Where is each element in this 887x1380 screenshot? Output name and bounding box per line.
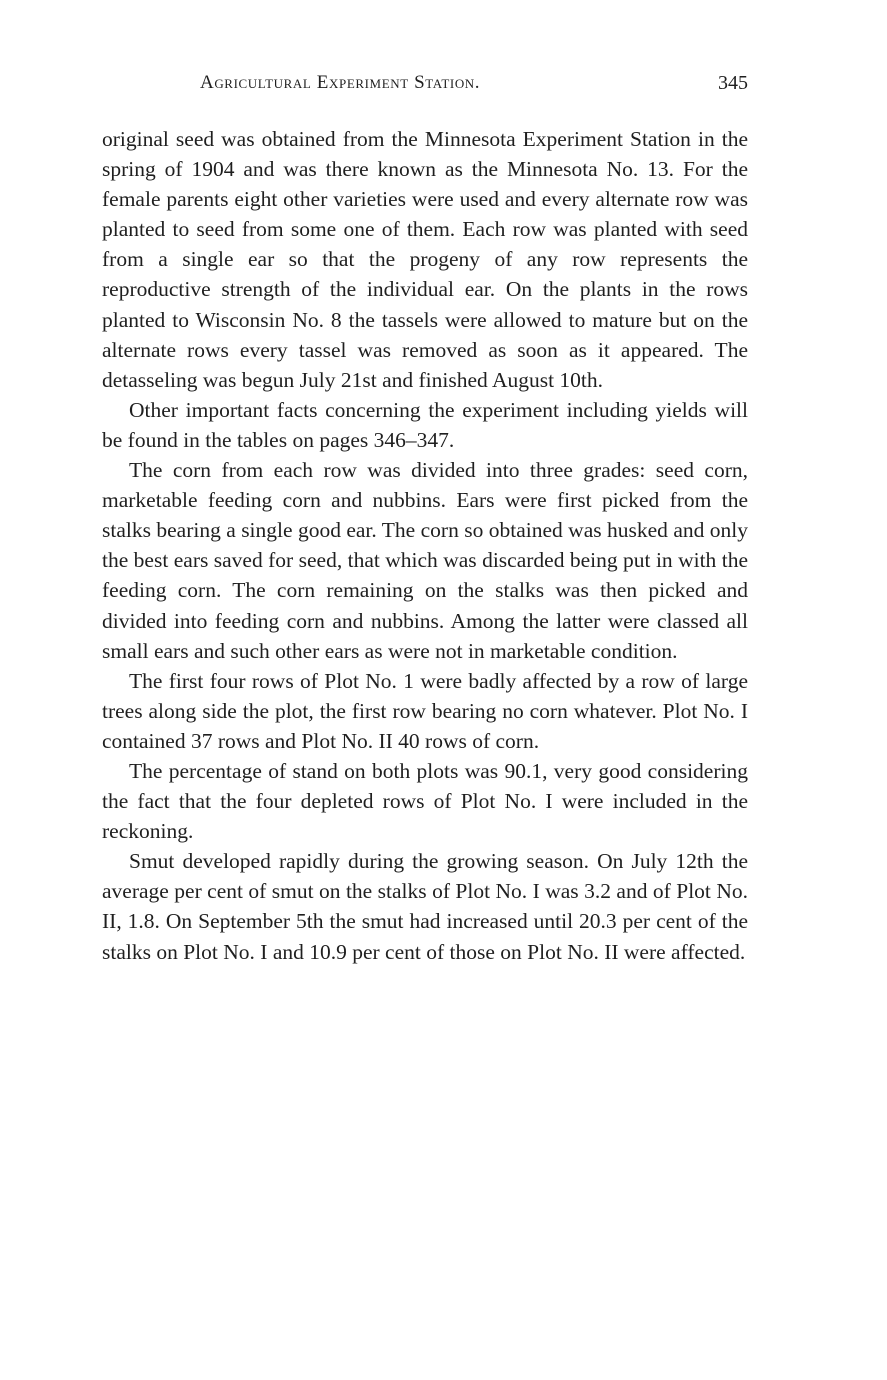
body-text — [102, 124, 748, 967]
paragraph-smut: Smut developed rapidly during the growing season. On July 12th the average per cent of smut on the stalks of Plot No. I was 3.2 and of Plot No. II, 1.8. On September 5th the smut had increased until 20.3 per cent of the stalks on Plot No. I and 10.9 per cent of those on Plot No. II were affected. — [102, 849, 748, 964]
running-head: Agricultural Experiment Station. — [200, 72, 481, 93]
page-number: 345 — [718, 72, 748, 94]
paragraph-corn-grades: The corn from each row was divided into three grades: seed corn, marketable feeding corn and nubbins. Ears were first picked from the stalks bearing a single good ear. The corn so obtained was husked and only the best ears saved for seed, that which was discarded being put in with the feeding corn. The corn remaining on the stalks was then picked and divided into feeding corn and nubbins. Among the latter were classed all small ears and such other ears as were not in marketable condition. — [102, 458, 748, 663]
paragraph-continued: original seed was obtained from the Minnesota Experiment Station in the spring of 1904 and was there known as the Minnesota No. 13. For the female parents eight other varieties were used and every alternate row was planted to seed from some one of them. Each row was planted with seed from a single ear so that the progeny of any row represents the reproductive strength of the individual ear. On the plants in the rows planted to Wisconsin No. 8 the tassels were allowed to mature but on the alternate rows every tassel was removed as soon as it appeared. The detasseling was begun July 21st and finished August 10th. — [102, 127, 748, 392]
page-header — [100, 72, 748, 106]
paragraph-plot-rows: The first four rows of Plot No. 1 were badly affected by a row of large trees along side the plot, the first row bearing no corn whatever. Plot No. I contained 37 rows and Plot No. II 40 rows of corn. — [102, 668, 748, 753]
paragraph-stand-percentage: The percentage of stand on both plots was 90.1, very good considering the fact that the four depleted rows of Plot No. I were included in the reckoning. — [102, 758, 748, 844]
paragraph-tables-reference: Other important facts concerning the experiment including yields will be found in the tables on pages 346–347. — [102, 397, 748, 452]
